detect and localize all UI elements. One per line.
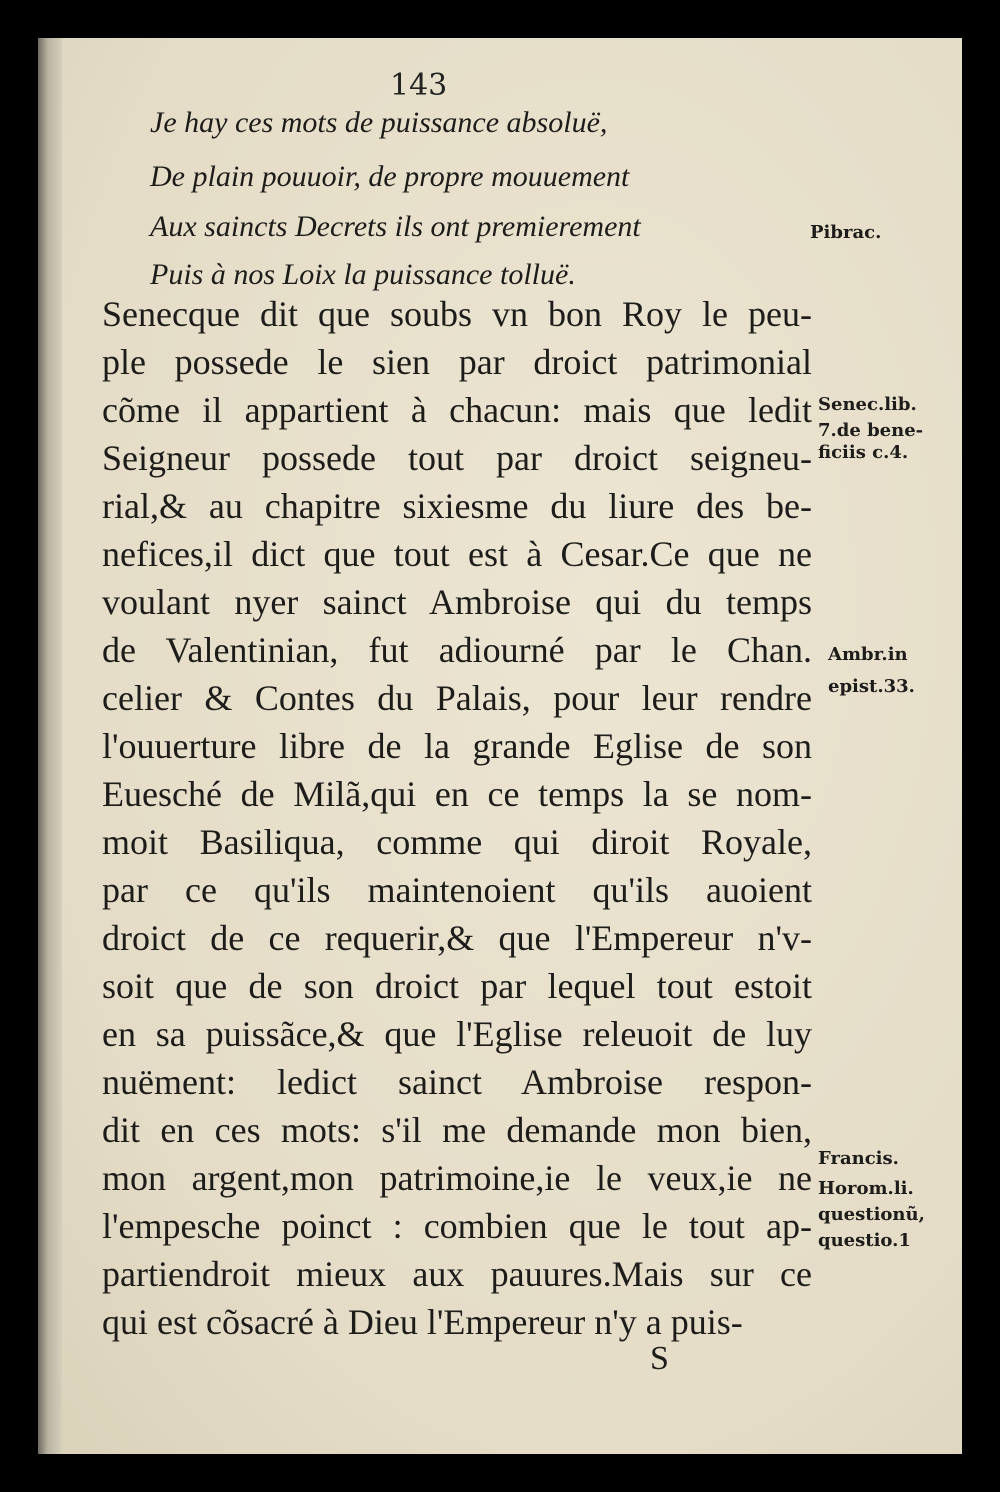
prose-line: de Valentinian, fut adiourné par le Chan.: [102, 630, 812, 670]
prose-line: moit Basiliqua, comme qui diroit Royale,: [102, 822, 812, 862]
prose-line: rial,& au chapitre sixiesme du liure des be-: [102, 486, 812, 526]
prose-line: nuëment: ledict sainct Ambroise respon-: [102, 1062, 812, 1102]
prose-line: celier & Contes du Palais, pour leur rendre: [102, 678, 812, 718]
prose-line: en sa puissãce,& que l'Eglise releuoit de luy: [102, 1014, 812, 1054]
margin-note-seneca: Senec.lib.: [818, 394, 917, 415]
margin-note-francis: questionũ,: [818, 1204, 925, 1225]
prose-line: l'ouuerture libre de la grande Eglise de son: [102, 726, 812, 766]
prose-line: Euesché de Milã,qui en ce temps la se nom-: [102, 774, 812, 814]
page-gutter: [38, 38, 62, 1454]
prose-line: qui est cõsacré à Dieu l'Empereur n'y a puis-: [102, 1302, 743, 1342]
verse-line: Aux saincts Decrets ils ont premierement: [150, 210, 641, 243]
book-page: [38, 38, 962, 1454]
margin-note-pibrac: Pibrac.: [810, 222, 882, 243]
prose-line: par ce qu'ils maintenoient qu'ils auoient: [102, 870, 812, 910]
prose-line: soit que de son droict par lequel tout estoit: [102, 966, 812, 1006]
verse-line: Puis à nos Loix la puissance tolluë.: [150, 258, 576, 291]
prose-line: dit en ces mots: s'il me demande mon bien,: [102, 1110, 812, 1150]
margin-note-francis: Horom.li.: [818, 1178, 914, 1199]
prose-line: mon argent,mon patrimoine,ie le veux,ie ne: [102, 1158, 812, 1198]
margin-note-seneca: ficiis c.4.: [818, 442, 909, 463]
prose-line: Seigneur possede tout par droict seigneu-: [102, 438, 812, 478]
catchword-signature: S: [650, 1340, 669, 1377]
prose-line: l'empesche poinct : combien que le tout ap-: [102, 1206, 812, 1246]
verse-line: Je hay ces mots de puissance absoluë,: [150, 106, 608, 139]
verse-line: De plain pouuoir, de propre mouuement: [150, 160, 630, 193]
prose-line: Senecque dit que soubs vn bon Roy le peu-: [102, 294, 812, 334]
prose-line: cõme il appartient à chacun: mais que ledit: [102, 390, 812, 430]
margin-note-ambrose: epist.33.: [828, 676, 915, 697]
prose-line: droict de ce requerir,& que l'Empereur n'v-: [102, 918, 812, 958]
prose-line: partiendroit mieux aux pauures.Mais sur ce: [102, 1254, 812, 1294]
prose-line: ple possede le sien par droict patrimonial: [102, 342, 812, 382]
page-number: 143: [390, 68, 448, 103]
margin-note-ambrose: Ambr.in: [828, 644, 908, 665]
margin-note-francis: questio.1: [818, 1230, 911, 1251]
margin-note-seneca: 7.de bene-: [818, 420, 924, 441]
prose-line: voulant nyer sainct Ambroise qui du temps: [102, 582, 812, 622]
margin-note-francis: Francis.: [818, 1148, 899, 1169]
prose-line: nefices,il dict que tout est à Cesar.Ce que ne: [102, 534, 812, 574]
